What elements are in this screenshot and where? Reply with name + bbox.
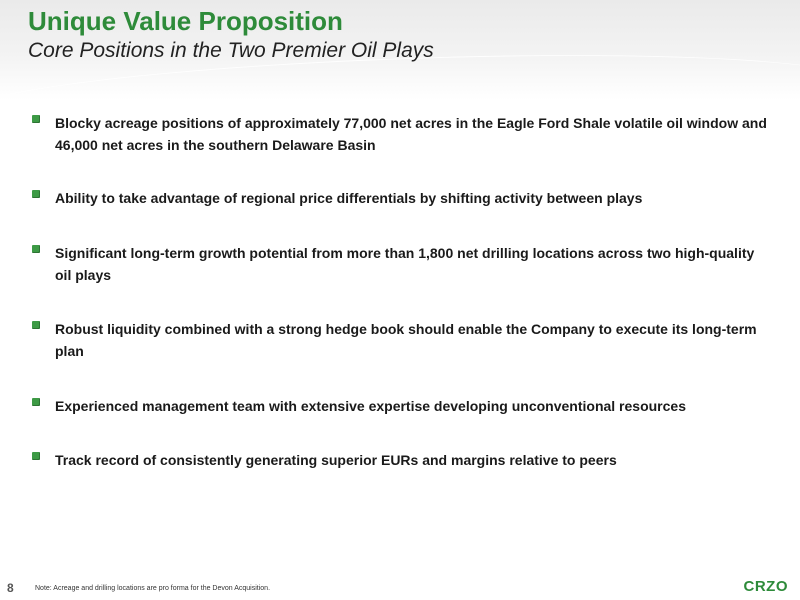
footnote: Note: Acreage and drilling locations are pro forma for the Devon Acquisition. xyxy=(35,585,271,592)
slide-title: Unique Value Proposition xyxy=(28,6,343,36)
company-logo: CRZO xyxy=(743,578,788,595)
bullet-item xyxy=(32,242,767,286)
bullet-item xyxy=(32,187,767,209)
bullet-text: Track record of consistently generating superior EURs and margins relative to peers xyxy=(55,452,617,468)
square-bullet-icon xyxy=(32,321,40,329)
square-bullet-icon xyxy=(32,452,40,460)
slide-subtitle: Core Positions in the Two Premier Oil Plays xyxy=(28,39,434,62)
page-number: 8 xyxy=(7,581,14,595)
square-bullet-icon xyxy=(32,245,40,253)
square-bullet-icon xyxy=(32,398,40,406)
bullet-text: Robust liquidity combined with a strong hedge book should enable the Company to execute its long-term plan xyxy=(55,321,757,359)
bullet-item xyxy=(32,449,767,471)
bullet-item xyxy=(32,395,767,417)
bullet-text: Significant long-term growth potential from more than 1,800 net drilling locations across two high-quality oil plays xyxy=(55,245,755,283)
bullet-item xyxy=(32,318,767,362)
square-bullet-icon xyxy=(32,115,40,123)
bullet-text: Experienced management team with extensive expertise developing unconventional resources xyxy=(55,398,686,414)
bullet-item xyxy=(32,112,767,156)
bullet-text: Blocky acreage positions of approximately 77,000 net acres in the Eagle Ford Shale volatile oil window and 46,000 net acres in the southern Delaware Basin xyxy=(55,115,767,153)
bullet-text: Ability to take advantage of regional price differentials by shifting activity between plays xyxy=(55,190,643,206)
square-bullet-icon xyxy=(32,190,40,198)
